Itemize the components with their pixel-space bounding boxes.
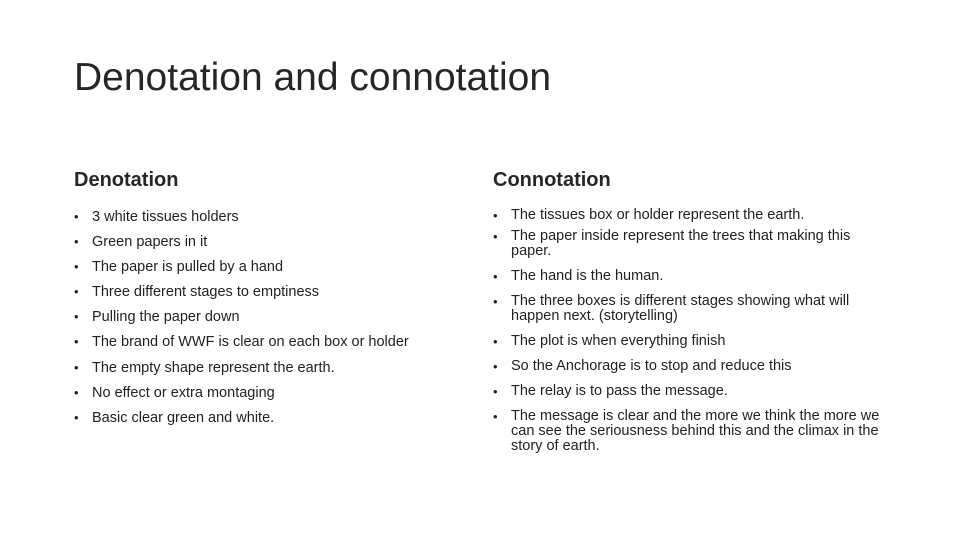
list-item — [74, 258, 474, 276]
list-item — [74, 333, 474, 351]
bullet-icon: • — [74, 309, 79, 325]
list-item-text: The message is clear and the more we think the more we can see the seriousness behind this and the climax in the story of earth. — [511, 408, 880, 454]
bullet-icon: • — [74, 334, 79, 350]
list-item — [74, 308, 474, 326]
list-item — [74, 283, 474, 301]
bullet-icon: • — [74, 359, 79, 375]
list-item — [493, 384, 881, 399]
bullet-icon: • — [74, 409, 79, 425]
list-item — [74, 359, 474, 377]
list-item-text: The three boxes is different stages showing what will happen next. (storytelling) — [511, 293, 850, 324]
bullet-icon: • — [74, 209, 79, 224]
list-item — [493, 269, 881, 284]
list-item — [493, 334, 881, 349]
list-item-text: So the Anchorage is to stop and reduce this — [511, 358, 792, 374]
list-item — [74, 409, 474, 427]
bullet-icon: • — [74, 384, 79, 400]
bullet-icon: • — [493, 409, 498, 424]
list-item-text: No effect or extra montaging — [92, 384, 275, 401]
list-item-text: Three different stages to emptiness — [92, 284, 320, 301]
bullet-icon: • — [74, 259, 79, 275]
bullet-icon: • — [74, 234, 79, 250]
list-item — [493, 229, 881, 259]
list-item-text: The brand of WWF is clear on each box or holder — [92, 334, 409, 351]
denotation-column — [74, 166, 474, 434]
list-item-text: Pulling the paper down — [92, 309, 240, 326]
connotation-heading: Connotation — [493, 169, 611, 191]
list-item-text: The tissues box or holder represent the earth. — [511, 207, 805, 223]
list-item — [74, 384, 474, 402]
bullet-icon: • — [493, 384, 498, 399]
list-item — [493, 359, 881, 374]
connotation-list — [493, 208, 893, 454]
list-item-text: The paper is pulled by a hand — [92, 259, 284, 276]
bullet-icon: • — [493, 294, 498, 309]
list-item — [74, 208, 474, 226]
bullet-icon: • — [493, 229, 498, 244]
bullet-icon: • — [493, 334, 498, 349]
bullet-icon: • — [74, 284, 79, 300]
bullet-icon: • — [493, 208, 498, 223]
denotation-heading: Denotation — [74, 169, 179, 191]
list-item-text: The paper inside represent the trees that making this paper. — [511, 228, 851, 259]
list-item-text: The hand is the human. — [511, 268, 664, 284]
bullet-icon: • — [493, 359, 498, 374]
bullet-icon: • — [493, 269, 498, 284]
list-item-text: 3 white tissues holders — [92, 209, 239, 225]
list-item-text: The plot is when everything finish — [511, 333, 726, 349]
list-item-text: The relay is to pass the message. — [511, 383, 728, 399]
list-item-text: The empty shape represent the earth. — [92, 359, 335, 376]
list-item-text: Green papers in it — [92, 234, 208, 251]
list-item-text: Basic clear green and white. — [92, 409, 275, 426]
connotation-column — [493, 166, 893, 464]
list-item — [493, 409, 881, 454]
list-item — [493, 294, 881, 324]
denotation-list — [74, 208, 474, 427]
list-item — [493, 208, 881, 223]
list-item — [74, 233, 474, 251]
slide-title: Denotation and connotation — [74, 56, 552, 99]
